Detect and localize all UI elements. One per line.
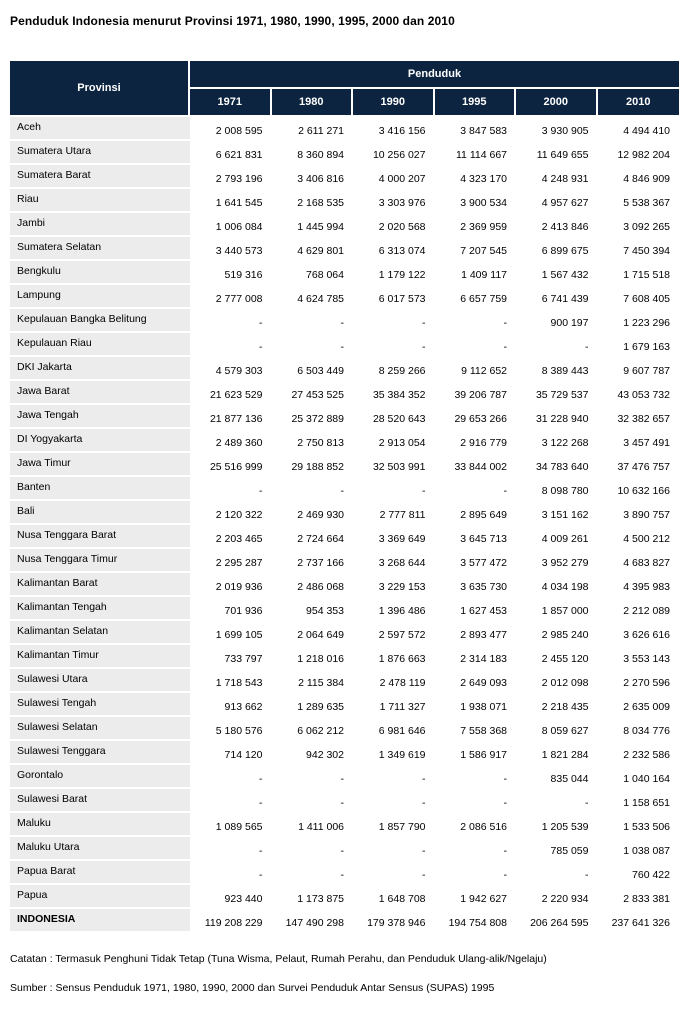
table-row bbox=[10, 357, 679, 381]
value-cell: 3 890 757 bbox=[598, 501, 680, 525]
value-cell: - bbox=[353, 333, 435, 357]
table-row bbox=[10, 285, 679, 309]
value-cell: 2 985 240 bbox=[516, 621, 598, 645]
value-cell: 1 396 486 bbox=[353, 597, 435, 621]
table-row bbox=[10, 453, 679, 477]
value-cell: 27 453 525 bbox=[272, 381, 354, 405]
value-cell: - bbox=[353, 309, 435, 333]
value-cell: 39 206 787 bbox=[435, 381, 517, 405]
value-cell: 35 729 537 bbox=[516, 381, 598, 405]
value-cell: 6 062 212 bbox=[272, 717, 354, 741]
value-cell: 2 008 595 bbox=[190, 117, 272, 141]
value-cell: 1 942 627 bbox=[435, 885, 517, 909]
column-header-provinsi: Provinsi bbox=[10, 61, 190, 117]
value-cell: 1 040 164 bbox=[598, 765, 680, 789]
value-cell: 2 916 779 bbox=[435, 429, 517, 453]
value-cell: 954 353 bbox=[272, 597, 354, 621]
province-cell: Sulawesi Selatan bbox=[10, 717, 190, 741]
value-cell: - bbox=[190, 309, 272, 333]
table-row bbox=[10, 477, 679, 501]
value-cell: 1 409 117 bbox=[435, 261, 517, 285]
value-cell: - bbox=[190, 765, 272, 789]
value-cell: 7 558 368 bbox=[435, 717, 517, 741]
province-cell: INDONESIA bbox=[10, 909, 190, 933]
value-cell: - bbox=[272, 861, 354, 885]
table-row bbox=[10, 429, 679, 453]
table-row bbox=[10, 117, 679, 141]
value-cell: 3 626 616 bbox=[598, 621, 680, 645]
value-cell: 733 797 bbox=[190, 645, 272, 669]
value-cell: 1 679 163 bbox=[598, 333, 680, 357]
table-row bbox=[10, 717, 679, 741]
column-header-year-1980: 1980 bbox=[272, 89, 354, 117]
table-row bbox=[10, 885, 679, 909]
value-cell: 29 188 852 bbox=[272, 453, 354, 477]
footnotes bbox=[10, 953, 679, 994]
value-cell: 4 579 303 bbox=[190, 357, 272, 381]
value-cell: 8 034 776 bbox=[598, 717, 680, 741]
value-cell: 701 936 bbox=[190, 597, 272, 621]
value-cell: - bbox=[190, 477, 272, 501]
value-cell: 2 737 166 bbox=[272, 549, 354, 573]
value-cell: 43 053 732 bbox=[598, 381, 680, 405]
value-cell: 237 641 326 bbox=[598, 909, 680, 933]
province-cell: Jambi bbox=[10, 213, 190, 237]
value-cell: 11 649 655 bbox=[516, 141, 598, 165]
province-cell: Kepulauan Bangka Belitung bbox=[10, 309, 190, 333]
value-cell: 6 621 831 bbox=[190, 141, 272, 165]
value-cell: 8 098 780 bbox=[516, 477, 598, 501]
value-cell: 2 314 183 bbox=[435, 645, 517, 669]
value-cell: 2 218 435 bbox=[516, 693, 598, 717]
value-cell: 2 019 936 bbox=[190, 573, 272, 597]
table-row bbox=[10, 405, 679, 429]
value-cell: - bbox=[190, 861, 272, 885]
value-cell: - bbox=[516, 789, 598, 813]
value-cell: 2 086 516 bbox=[435, 813, 517, 837]
value-cell: 3 406 816 bbox=[272, 165, 354, 189]
table-row bbox=[10, 141, 679, 165]
value-cell: 1 289 635 bbox=[272, 693, 354, 717]
value-cell: 2 115 384 bbox=[272, 669, 354, 693]
province-cell: Jawa Tengah bbox=[10, 405, 190, 429]
value-cell: 3 440 573 bbox=[190, 237, 272, 261]
value-cell: 1 223 296 bbox=[598, 309, 680, 333]
value-cell: 3 930 905 bbox=[516, 117, 598, 141]
table-row bbox=[10, 837, 679, 861]
value-cell: 2 777 811 bbox=[353, 501, 435, 525]
value-cell: 2 120 322 bbox=[190, 501, 272, 525]
value-cell: 21 623 529 bbox=[190, 381, 272, 405]
value-cell: 1 857 790 bbox=[353, 813, 435, 837]
value-cell: 4 846 909 bbox=[598, 165, 680, 189]
value-cell: 1 876 663 bbox=[353, 645, 435, 669]
province-cell: Sumatera Selatan bbox=[10, 237, 190, 261]
value-cell: 3 416 156 bbox=[353, 117, 435, 141]
value-cell: 1 349 619 bbox=[353, 741, 435, 765]
table-row bbox=[10, 813, 679, 837]
value-cell: 8 259 266 bbox=[353, 357, 435, 381]
province-cell: Nusa Tenggara Barat bbox=[10, 525, 190, 549]
value-cell: 3 229 153 bbox=[353, 573, 435, 597]
value-cell: 2 833 381 bbox=[598, 885, 680, 909]
value-cell: - bbox=[190, 837, 272, 861]
value-cell: 7 608 405 bbox=[598, 285, 680, 309]
province-cell: Kalimantan Barat bbox=[10, 573, 190, 597]
value-cell: 3 645 713 bbox=[435, 525, 517, 549]
province-cell: Jawa Barat bbox=[10, 381, 190, 405]
value-cell: 4 000 207 bbox=[353, 165, 435, 189]
value-cell: 2 486 068 bbox=[272, 573, 354, 597]
column-header-year-2010: 2010 bbox=[598, 89, 680, 117]
value-cell: 8 360 894 bbox=[272, 141, 354, 165]
value-cell: 2 489 360 bbox=[190, 429, 272, 453]
value-cell: 1 158 651 bbox=[598, 789, 680, 813]
value-cell: 194 754 808 bbox=[435, 909, 517, 933]
value-cell: 1 179 122 bbox=[353, 261, 435, 285]
value-cell: - bbox=[516, 861, 598, 885]
table-row bbox=[10, 741, 679, 765]
value-cell: 4 323 170 bbox=[435, 165, 517, 189]
province-cell: Kepulauan Riau bbox=[10, 333, 190, 357]
value-cell: - bbox=[435, 837, 517, 861]
value-cell: 3 577 472 bbox=[435, 549, 517, 573]
value-cell: 1 711 327 bbox=[353, 693, 435, 717]
province-cell: Jawa Timur bbox=[10, 453, 190, 477]
value-cell: 4 395 983 bbox=[598, 573, 680, 597]
value-cell: 4 957 627 bbox=[516, 189, 598, 213]
value-cell: 29 653 266 bbox=[435, 405, 517, 429]
value-cell: - bbox=[190, 789, 272, 813]
value-cell: 2 478 119 bbox=[353, 669, 435, 693]
table-row bbox=[10, 669, 679, 693]
value-cell: 31 228 940 bbox=[516, 405, 598, 429]
value-cell: 147 490 298 bbox=[272, 909, 354, 933]
value-cell: 6 981 646 bbox=[353, 717, 435, 741]
value-cell: 3 900 534 bbox=[435, 189, 517, 213]
province-cell: Sulawesi Tengah bbox=[10, 693, 190, 717]
value-cell: - bbox=[272, 789, 354, 813]
table-body bbox=[10, 117, 679, 933]
table-row bbox=[10, 165, 679, 189]
value-cell: 2 469 930 bbox=[272, 501, 354, 525]
value-cell: - bbox=[272, 309, 354, 333]
value-cell: 33 844 002 bbox=[435, 453, 517, 477]
table-row bbox=[10, 621, 679, 645]
province-cell: Papua Barat bbox=[10, 861, 190, 885]
value-cell: 21 877 136 bbox=[190, 405, 272, 429]
value-cell: 2 611 271 bbox=[272, 117, 354, 141]
value-cell: 2 597 572 bbox=[353, 621, 435, 645]
table-row bbox=[10, 789, 679, 813]
value-cell: 25 516 999 bbox=[190, 453, 272, 477]
value-cell: 1 586 917 bbox=[435, 741, 517, 765]
value-cell: 923 440 bbox=[190, 885, 272, 909]
value-cell: - bbox=[435, 309, 517, 333]
value-cell: - bbox=[272, 765, 354, 789]
value-cell: 179 378 946 bbox=[353, 909, 435, 933]
province-cell: Sumatera Utara bbox=[10, 141, 190, 165]
value-cell: - bbox=[435, 477, 517, 501]
value-cell: 2 168 535 bbox=[272, 189, 354, 213]
table-row bbox=[10, 909, 679, 933]
value-cell: 760 422 bbox=[598, 861, 680, 885]
column-header-year-1995: 1995 bbox=[435, 89, 517, 117]
value-cell: - bbox=[272, 333, 354, 357]
table-row bbox=[10, 501, 679, 525]
value-cell: 1 938 071 bbox=[435, 693, 517, 717]
value-cell: - bbox=[435, 861, 517, 885]
value-cell: 12 982 204 bbox=[598, 141, 680, 165]
value-cell: 2 635 009 bbox=[598, 693, 680, 717]
value-cell: - bbox=[435, 765, 517, 789]
value-cell: 3 369 649 bbox=[353, 525, 435, 549]
province-cell: Kalimantan Selatan bbox=[10, 621, 190, 645]
population-table bbox=[10, 61, 679, 933]
table-row bbox=[10, 309, 679, 333]
table-row bbox=[10, 693, 679, 717]
value-cell: 34 783 640 bbox=[516, 453, 598, 477]
value-cell: - bbox=[272, 837, 354, 861]
table-header bbox=[10, 61, 679, 117]
value-cell: 3 457 491 bbox=[598, 429, 680, 453]
value-cell: 4 624 785 bbox=[272, 285, 354, 309]
value-cell: 6 017 573 bbox=[353, 285, 435, 309]
value-cell: - bbox=[272, 477, 354, 501]
value-cell: 9 607 787 bbox=[598, 357, 680, 381]
value-cell: 4 500 212 bbox=[598, 525, 680, 549]
value-cell: 6 657 759 bbox=[435, 285, 517, 309]
province-cell: Sulawesi Barat bbox=[10, 789, 190, 813]
value-cell: 2 413 846 bbox=[516, 213, 598, 237]
value-cell: 2 793 196 bbox=[190, 165, 272, 189]
value-cell: 2 270 596 bbox=[598, 669, 680, 693]
table-row bbox=[10, 261, 679, 285]
value-cell: 1 718 543 bbox=[190, 669, 272, 693]
value-cell: 1 173 875 bbox=[272, 885, 354, 909]
value-cell: 768 064 bbox=[272, 261, 354, 285]
value-cell: 1 567 432 bbox=[516, 261, 598, 285]
value-cell: 2 064 649 bbox=[272, 621, 354, 645]
value-cell: - bbox=[353, 837, 435, 861]
value-cell: 3 122 268 bbox=[516, 429, 598, 453]
column-header-year-1971: 1971 bbox=[190, 89, 272, 117]
province-cell: Nusa Tenggara Timur bbox=[10, 549, 190, 573]
value-cell: 1 533 506 bbox=[598, 813, 680, 837]
value-cell: 7 450 394 bbox=[598, 237, 680, 261]
value-cell: 519 316 bbox=[190, 261, 272, 285]
value-cell: - bbox=[353, 861, 435, 885]
value-cell: 119 208 229 bbox=[190, 909, 272, 933]
table-row bbox=[10, 333, 679, 357]
value-cell: 6 741 439 bbox=[516, 285, 598, 309]
table-row bbox=[10, 549, 679, 573]
table-row bbox=[10, 381, 679, 405]
table-row bbox=[10, 525, 679, 549]
column-header-year-2000: 2000 bbox=[516, 89, 598, 117]
group-header-row bbox=[10, 61, 679, 89]
province-cell: Gorontalo bbox=[10, 765, 190, 789]
value-cell: 2 369 959 bbox=[435, 213, 517, 237]
value-cell: - bbox=[353, 477, 435, 501]
province-cell: Papua bbox=[10, 885, 190, 909]
value-cell: 3 151 162 bbox=[516, 501, 598, 525]
province-cell: Bengkulu bbox=[10, 261, 190, 285]
value-cell: 206 264 595 bbox=[516, 909, 598, 933]
value-cell: 10 256 027 bbox=[353, 141, 435, 165]
value-cell: 2 913 054 bbox=[353, 429, 435, 453]
value-cell: 2 455 120 bbox=[516, 645, 598, 669]
value-cell: 1 699 105 bbox=[190, 621, 272, 645]
value-cell: 2 012 098 bbox=[516, 669, 598, 693]
column-header-year-1990: 1990 bbox=[353, 89, 435, 117]
value-cell: 25 372 889 bbox=[272, 405, 354, 429]
value-cell: 2 220 934 bbox=[516, 885, 598, 909]
value-cell: 2 295 287 bbox=[190, 549, 272, 573]
value-cell: 37 476 757 bbox=[598, 453, 680, 477]
value-cell: 9 112 652 bbox=[435, 357, 517, 381]
value-cell: 2 649 093 bbox=[435, 669, 517, 693]
province-cell: DKI Jakarta bbox=[10, 357, 190, 381]
value-cell: 8 059 627 bbox=[516, 717, 598, 741]
province-cell: Bali bbox=[10, 501, 190, 525]
value-cell: 28 520 643 bbox=[353, 405, 435, 429]
value-cell: 35 384 352 bbox=[353, 381, 435, 405]
table-row bbox=[10, 597, 679, 621]
value-cell: 2 724 664 bbox=[272, 525, 354, 549]
value-cell: 913 662 bbox=[190, 693, 272, 717]
value-cell: 4 683 827 bbox=[598, 549, 680, 573]
province-cell: Riau bbox=[10, 189, 190, 213]
table-row bbox=[10, 213, 679, 237]
value-cell: 3 952 279 bbox=[516, 549, 598, 573]
value-cell: 3 847 583 bbox=[435, 117, 517, 141]
province-cell: Kalimantan Timur bbox=[10, 645, 190, 669]
value-cell: 1 857 000 bbox=[516, 597, 598, 621]
value-cell: 2 895 649 bbox=[435, 501, 517, 525]
value-cell: 1 445 994 bbox=[272, 213, 354, 237]
value-cell: - bbox=[435, 333, 517, 357]
value-cell: 4 034 198 bbox=[516, 573, 598, 597]
province-cell: Banten bbox=[10, 477, 190, 501]
table-row bbox=[10, 573, 679, 597]
note-catatan: Catatan : Termasuk Penghuni Tidak Tetap (Tuna Wisma, Pelaut, Rumah Perahu, dan Penduduk Ulang-alik/Ngelaju) bbox=[10, 953, 547, 965]
value-cell: 11 114 667 bbox=[435, 141, 517, 165]
value-cell: 6 503 449 bbox=[272, 357, 354, 381]
value-cell: 1 411 006 bbox=[272, 813, 354, 837]
value-cell: 3 635 730 bbox=[435, 573, 517, 597]
province-cell: Sumatera Barat bbox=[10, 165, 190, 189]
value-cell: 1 006 084 bbox=[190, 213, 272, 237]
value-cell: 3 553 143 bbox=[598, 645, 680, 669]
column-header-penduduk: Penduduk bbox=[190, 61, 679, 89]
value-cell: 6 899 675 bbox=[516, 237, 598, 261]
value-cell: 2 203 465 bbox=[190, 525, 272, 549]
value-cell: 8 389 443 bbox=[516, 357, 598, 381]
value-cell: 2 232 586 bbox=[598, 741, 680, 765]
value-cell: 1 641 545 bbox=[190, 189, 272, 213]
value-cell: 785 059 bbox=[516, 837, 598, 861]
value-cell: 3 092 265 bbox=[598, 213, 680, 237]
value-cell: 2 893 477 bbox=[435, 621, 517, 645]
province-cell: Maluku Utara bbox=[10, 837, 190, 861]
value-cell: - bbox=[435, 789, 517, 813]
value-cell: 2 020 568 bbox=[353, 213, 435, 237]
table-row bbox=[10, 765, 679, 789]
value-cell: 1 648 708 bbox=[353, 885, 435, 909]
province-cell: Sulawesi Tenggara bbox=[10, 741, 190, 765]
value-cell: 7 207 545 bbox=[435, 237, 517, 261]
province-cell: Aceh bbox=[10, 117, 190, 141]
value-cell: 4 009 261 bbox=[516, 525, 598, 549]
table-row bbox=[10, 861, 679, 885]
value-cell: 1 038 087 bbox=[598, 837, 680, 861]
value-cell: - bbox=[353, 789, 435, 813]
value-cell: 5 180 576 bbox=[190, 717, 272, 741]
value-cell: 3 303 976 bbox=[353, 189, 435, 213]
value-cell: 4 629 801 bbox=[272, 237, 354, 261]
value-cell: - bbox=[516, 333, 598, 357]
province-cell: Sulawesi Utara bbox=[10, 669, 190, 693]
province-cell: DI Yogyakarta bbox=[10, 429, 190, 453]
value-cell: 835 044 bbox=[516, 765, 598, 789]
note-sumber: Sumber : Sensus Penduduk 1971, 1980, 1990, 2000 dan Survei Penduduk Antar Sensus (SUPAS) 1995 bbox=[10, 982, 495, 994]
value-cell: - bbox=[353, 765, 435, 789]
value-cell: 942 302 bbox=[272, 741, 354, 765]
value-cell: 4 248 931 bbox=[516, 165, 598, 189]
value-cell: 1 715 518 bbox=[598, 261, 680, 285]
value-cell: 32 503 991 bbox=[353, 453, 435, 477]
value-cell: 2 777 008 bbox=[190, 285, 272, 309]
province-cell: Maluku bbox=[10, 813, 190, 837]
table-row bbox=[10, 189, 679, 213]
value-cell: 1 205 539 bbox=[516, 813, 598, 837]
value-cell: 1 089 565 bbox=[190, 813, 272, 837]
value-cell: 1 821 284 bbox=[516, 741, 598, 765]
page-title: Penduduk Indonesia menurut Provinsi 1971, 1980, 1990, 1995, 2000 dan 2010 bbox=[10, 14, 455, 28]
value-cell: 1 627 453 bbox=[435, 597, 517, 621]
value-cell: 714 120 bbox=[190, 741, 272, 765]
value-cell: 10 632 166 bbox=[598, 477, 680, 501]
value-cell: - bbox=[190, 333, 272, 357]
value-cell: 900 197 bbox=[516, 309, 598, 333]
value-cell: 6 313 074 bbox=[353, 237, 435, 261]
value-cell: 2 212 089 bbox=[598, 597, 680, 621]
province-cell: Kalimantan Tengah bbox=[10, 597, 190, 621]
table-row bbox=[10, 645, 679, 669]
table-row bbox=[10, 237, 679, 261]
value-cell: 4 494 410 bbox=[598, 117, 680, 141]
value-cell: 5 538 367 bbox=[598, 189, 680, 213]
province-cell: Lampung bbox=[10, 285, 190, 309]
value-cell: 3 268 644 bbox=[353, 549, 435, 573]
value-cell: 32 382 657 bbox=[598, 405, 680, 429]
value-cell: 2 750 813 bbox=[272, 429, 354, 453]
value-cell: 1 218 016 bbox=[272, 645, 354, 669]
